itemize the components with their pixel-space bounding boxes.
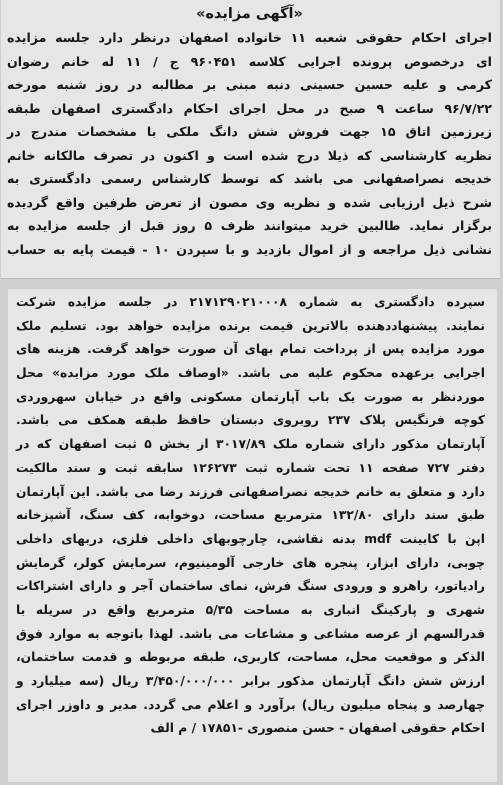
notice-text-line: دفتر ۷۲۷ صفحه ۱۱ تحت شماره ثبت ۱۲۶۲۷۳ سابقه ثبت و سند مالکیت — [16, 460, 485, 475]
notice-title: «آگهی مزایده» — [196, 6, 303, 22]
notice-text-line: آپارتمان مذکور دارای شماره ملک ۳۰۱۷/۸۹ از بخش ۵ ثبت اصفهان که در — [16, 437, 485, 452]
notice-text-line: دارد و متعلق به خانم خدیجه نصراصفهانی فرزند رضا می باشد. این آپارتمان — [16, 484, 485, 499]
notice-text-line: خدیجه نصراصفهانی می باشد که توسط کارشناس رسمی دادگستری به — [7, 171, 492, 186]
notice-text-line: اجرای احکام حقوقی شعبه ۱۱ خانواده اصفهان درنظر دارد جلسه مزایده — [7, 30, 492, 45]
notice-text-line: قدرالسهم از عرصه مشاعی و مشاعات می باشد. لهذا باتوجه به موارد فوق — [16, 626, 485, 641]
notice-text-line: زیرزمین اتاق ۱۵ جهت فروش شش دانگ ملکی با مشخصات مندرج در — [7, 124, 492, 139]
notice-text-line: ارزش شش دانگ آپارتمان مذکور برابر ۳/۴۵۰/۰۰۰/۰۰۰ ریال (سه میلیارد و — [16, 674, 485, 688]
notice-text-line: سپرده دادگستری به شماره ۲۱۷۱۲۹۰۲۱۰۰۰۸ در جلسه مزایده شرکت — [16, 295, 485, 309]
notice-text-line: کوچه فرنگیس پلاک ۲۳۷ روبروی دبستان حافظ طبقه همکف می باشد. — [16, 413, 485, 428]
notice-text-line: موردنظر به صورت یک باب آپارتمان مسکونی واقع در خیابان سهروردی — [16, 389, 485, 404]
notice-text-line: شهری و پارکینگ انباری به مساحت ۵/۳۵ مترمربع واقع در سریله با — [16, 602, 485, 617]
notice-text-line: اپن با کابینت mdf بدنه نقاشی، چارچوبهای داخلی فلزی، دربهای داخلی — [16, 531, 486, 546]
notice-text-line: چوبی، دارای ابزار، پنجره های خارجی آلومینیوم، سرمایش کولر، گرمایش — [16, 555, 485, 570]
notice-text-line: طبق سند دارای ۱۳۲/۸۰ مترمربع مساحت، دوخوابه، کف سنگ، آشپزخانه — [16, 508, 485, 523]
notice-text-line: کرمی و علیه حسین حسینی دنبه مبنی بر مطالبه در روز شنبه مورخه — [7, 77, 492, 92]
notice-text-line: نشانی ذیل مراجعه و از اموال بازدید و با سپردن ۱۰ - قیمت پایه به حساب — [7, 241, 492, 257]
notice-continuation-section — [8, 289, 497, 782]
notice-text-line: برگزار نماید. طالبین خرید میتوانند ظرف ۵ روز قبل از جلسه مزایده به — [7, 218, 492, 233]
notice-text-line: مورد مزایده پس از پرداخت تمام بهای آن صورت خواهد گرفت. هزینه های — [16, 342, 485, 357]
notice-text-line: الذکر و موقعیت محل، مساحت، کاربری، طبقه مربوطه و قدمت ساختمان، — [16, 650, 485, 665]
notice-text-line: ای درخصوص پرونده اجرایی کلاسه ۹۶۰۴۵۱ ج / ۱۱ له خانم رضوان — [7, 53, 492, 69]
notice-signature-line: احکام حقوقی اصفهان - حسن منصوری -۱۷۸۵۱ / م الف — [150, 721, 485, 736]
notice-text-line: نظریه کارشناسی که ذیلا درج شده است و اکنون در تصرف مالکانه خانم — [7, 147, 492, 163]
notice-text-line: شرح ذیل ارزیابی شده و نظریه وی مصون از تعرض طرفین واقع گردیده — [7, 194, 492, 210]
notice-text-line: اجرایی برعهده محکوم علیه می باشد. «اوصاف ملک مورد مزایده» محل — [16, 366, 485, 381]
notice-text-line: رادیاتور، راهرو و ورودی سنگ فرش، نمای ساختمان آجر و دارای اشتراکات — [16, 579, 485, 594]
notice-text-line: نمایند. پیشنهاددهنده بالاترین قیمت برنده مزایده خواهد بود. تسلیم ملک — [16, 318, 485, 333]
notice-text-line: ۹۶/۷/۲۲ ساعت ۹ صبح در محل اجرای احکام دادگستری اصفهان طبقه — [7, 100, 492, 116]
notice-text-line: چهارصد و پنجاه میلیون ریال) برآورد و اعلام می گردد. مدیر و داوزر اجرای — [16, 697, 485, 712]
notice-top-section — [1, 0, 500, 279]
